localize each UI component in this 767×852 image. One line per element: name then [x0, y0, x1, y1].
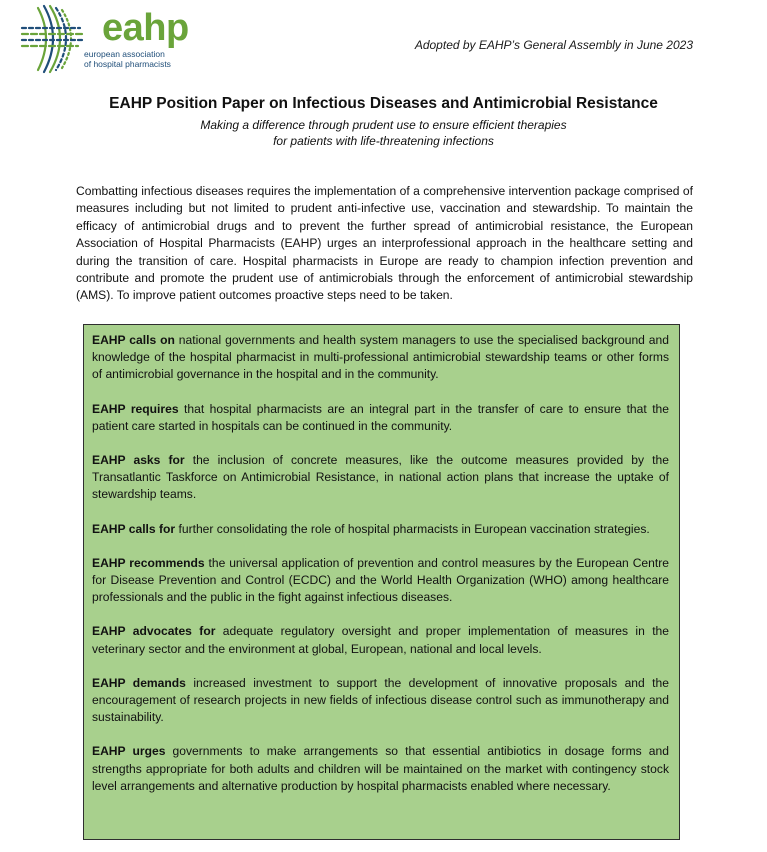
position-item	[92, 332, 669, 384]
position-text: governments to make arrangements so that essential antibiotics in dosage forms and strengths appropriate for both adults and children will be maintained on the market with contingency stock level arrangements and alternative production by hospital pharmacists enabled where necessary.	[92, 744, 669, 793]
positions-box	[83, 324, 680, 840]
position-text: the inclusion of concrete measures, like the outcome measures provided by the Transatlantic Taskforce on Antimicrobial Resistance, in national action plans that increase the uptake of stewardship teams.	[92, 453, 669, 502]
position-text: that hospital pharmacists are an integral part in the transfer of care to ensure that the patient care started in hospitals can be continued in the community.	[92, 401, 670, 433]
position-item	[92, 675, 669, 727]
subtitle-line-2: for patients with life-threatening infections	[273, 134, 494, 148]
position-text: further consolidating the role of hospital pharmacists in European vaccination strategies.	[175, 521, 650, 536]
intro-paragraph: Combatting infectious diseases requires the implementation of a comprehensive intervention package comprised of measures including but not limited to prudent anti-infective use, vaccination and stewardship. To maintain the efficacy of antimicrobial drugs and to prevent the further spread of antimicrobial resistance, the European Association of Hospital Pharmacists (EAHP) urges an interprofessional approach in the healthcare setting and during the transition of care. Hospital pharmacists in Europe are ready to champion infection prevention and contribute and promote the prudent use of antimicrobials through the enforcement of antimicrobial stewardship (AMS). To improve patient outcomes proactive steps need to be taken.	[76, 184, 693, 303]
position-item	[92, 623, 669, 657]
position-item	[92, 401, 669, 435]
position-text: adequate regulatory oversight and proper implementation of measures in the veterinary sector and the environment at global, European, national and local levels.	[92, 624, 670, 656]
subtitle-line-1: Making a difference through prudent use to ensure efficient therapies	[200, 118, 567, 132]
logo-wordmark: eahp	[102, 7, 189, 49]
position-lead: EAHP calls on	[92, 333, 175, 347]
position-lead: EAHP advocates for	[92, 624, 216, 639]
position-lead: EAHP demands	[92, 675, 186, 690]
eahp-logo	[20, 4, 220, 74]
position-lead: EAHP urges	[92, 744, 166, 759]
position-lead: EAHP asks for	[92, 453, 185, 468]
logo-tagline-line-2: of hospital pharmacists	[84, 59, 171, 69]
position-lead: EAHP recommends	[92, 555, 205, 570]
position-item	[92, 452, 669, 504]
position-item	[92, 555, 669, 607]
position-text: increased investment to support the development of innovative proposals and the encouragement of research projects in new fields of infectious disease control such as immunotherapy and sustainability.	[92, 675, 669, 725]
position-item	[92, 521, 669, 538]
page-subtitle	[0, 117, 767, 149]
logo-tagline-line-1: european association	[84, 49, 165, 59]
page-title: EAHP Position Paper on Infectious Diseases and Antimicrobial Resistance	[109, 95, 658, 112]
logo-tagline	[84, 49, 171, 69]
position-text: national governments and health system managers to use the specialised background and knowledge of the hospital pharmacist in multi-professional antimicrobial stewardship teams or other forms of antimicrobial governance in the hospital and in the community.	[92, 333, 669, 382]
adoption-note: Adopted by EAHP’s General Assembly in June 2023	[414, 38, 693, 52]
position-item	[92, 743, 669, 795]
position-text: the universal application of prevention and control measures by the European Centre for Disease Prevention and Control (ECDC) and the World Health Organization (WHO) among healthcare professionals and the public in the fight against infectious diseases.	[92, 555, 669, 605]
position-lead: EAHP calls for	[92, 521, 176, 536]
position-lead: EAHP requires	[92, 401, 179, 416]
